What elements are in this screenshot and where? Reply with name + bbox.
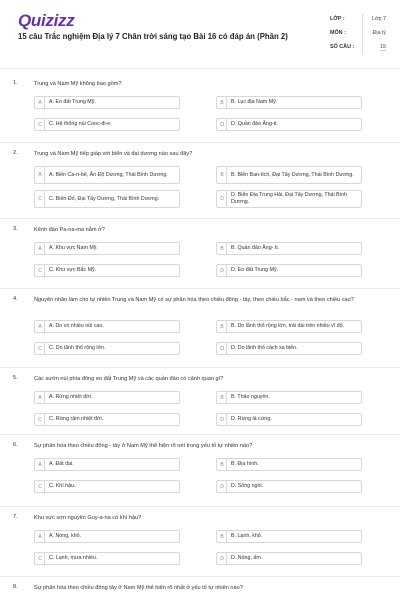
option-text: A. Rừng nhiệt đới. <box>49 394 93 400</box>
question-text: Sự phân hóa theo chiều đông tây ở Nam Mỹ thể hiện rõ nhất ở yếu tố tự nhiên nào? <box>34 585 243 591</box>
option-letter-text: B <box>220 461 224 468</box>
option-letter <box>217 481 227 492</box>
question-number: 1. <box>13 80 18 86</box>
option-letter-text: D <box>220 555 224 562</box>
question-divider <box>0 506 400 507</box>
option-letter <box>35 321 45 332</box>
option-text: C. Khu vực Bắc Mỹ. <box>49 267 97 273</box>
answer-option-a[interactable] <box>34 458 180 471</box>
option-letter <box>35 265 45 276</box>
option-letter <box>217 243 227 254</box>
option-letter <box>35 119 45 130</box>
answer-option-c[interactable] <box>34 480 180 493</box>
meta-row-class <box>330 12 390 26</box>
answer-option-a[interactable] <box>34 320 180 333</box>
answer-option-d[interactable] <box>216 552 362 565</box>
option-text: C. Khí hậu. <box>49 483 76 489</box>
answer-option-c[interactable] <box>34 190 180 208</box>
option-letter <box>217 459 227 470</box>
question-text: Khu vực sơn nguyên Guy-a-na có khí hậu? <box>34 515 142 521</box>
option-text: B. Địa hình. <box>231 461 259 467</box>
option-letter-text: D <box>220 345 224 352</box>
question-number: 6. <box>13 442 18 448</box>
worksheet-header <box>0 0 400 62</box>
option-text: B. Do lãnh thổ rộng lớn, trải dài trên nhiều vĩ độ. <box>231 323 345 329</box>
answer-option-c[interactable] <box>34 413 180 426</box>
option-letter <box>35 553 45 564</box>
option-text: C. Lạnh, mưa nhiều. <box>49 555 98 561</box>
option-letter-text: C <box>38 555 42 562</box>
answer-option-b[interactable] <box>216 391 362 404</box>
option-letter <box>35 531 45 542</box>
option-letter-text: A <box>38 394 42 401</box>
answer-option-d[interactable] <box>216 118 362 131</box>
question-text: Kênh đào Pa-na-ma nằm ở? <box>34 227 105 233</box>
option-text: D. Eo đất Trung Mỹ. <box>231 267 279 273</box>
meta-row-subject <box>330 26 390 40</box>
header-divider <box>0 68 400 69</box>
option-letter <box>35 97 45 108</box>
answer-option-c[interactable] <box>34 552 180 565</box>
option-letter <box>217 119 227 130</box>
option-letter-text: A <box>38 461 42 468</box>
option-letter <box>217 553 227 564</box>
meta-value: Lớp 7 <box>371 16 386 22</box>
option-letter <box>35 167 45 183</box>
option-letter-text: A <box>38 245 42 252</box>
question-text: Sự phân hóa theo chiều đông - tây ở Nam Mỹ thể hiện rõ nét trong yếu tố tự nhiên nào? <box>34 443 253 449</box>
answer-option-a[interactable] <box>34 242 180 255</box>
option-text: A. Eo đất Trung Mỹ. <box>49 99 96 105</box>
option-letter-text: D <box>220 483 224 490</box>
answer-option-d[interactable] <box>216 342 362 355</box>
option-letter-text: B <box>220 172 224 178</box>
option-letter <box>35 243 45 254</box>
option-text: C. Biển Đỏ, Đại Tây Dương, Thái Bình Dương. <box>49 195 160 202</box>
option-text: D. Rừng lá cứng. <box>231 416 272 422</box>
option-letter <box>217 191 227 207</box>
option-letter-text: B <box>220 323 224 330</box>
option-letter-text: C <box>38 121 42 128</box>
option-letter-text: D <box>220 416 224 423</box>
option-text: B. Biển Ban-tích, Đại Tây Dương, Thái Bình Dương. <box>231 171 354 178</box>
option-letter-text: B <box>220 394 224 401</box>
option-letter <box>217 97 227 108</box>
option-text: D. Sông ngòi. <box>231 483 264 489</box>
question-divider <box>0 434 400 435</box>
meta-label: LỚP : <box>330 16 345 22</box>
option-text: D. Nóng, ẩm. <box>231 555 263 561</box>
question-divider <box>0 288 400 289</box>
option-text: D. Do lãnh thổ cách xa biển. <box>231 345 298 351</box>
option-text: D. Quần đảo Ăng-ti. <box>231 121 278 127</box>
answer-option-d[interactable] <box>216 413 362 426</box>
option-letter-text: C <box>38 267 42 274</box>
option-letter-text: C <box>38 483 42 490</box>
question-divider <box>0 142 400 143</box>
option-letter <box>217 531 227 542</box>
meta-divider <box>362 14 363 54</box>
answer-option-b[interactable] <box>216 166 362 184</box>
option-text: C. Rừng rậm nhiệt đới. <box>49 416 104 422</box>
option-text: D. Biển Địa Trung Hải, Đại Tây Dương, Thái Bình Dương. <box>231 192 348 205</box>
option-letter-text: A <box>38 533 42 540</box>
question-number: 2. <box>13 150 18 156</box>
meta-value: 15 <box>380 44 386 50</box>
option-letter <box>35 414 45 425</box>
worksheet-meta <box>330 12 390 54</box>
option-letter <box>35 191 45 207</box>
question-text: Nguyên nhân làm cho tự nhiên Trung và Nam Mỹ có sự phân hóa theo chiều đông - tây, theo chiều bắc - nam và theo chiều cao? <box>34 297 354 303</box>
question-number: 7. <box>13 514 18 520</box>
option-letter-text: B <box>220 533 224 540</box>
answer-option-c[interactable] <box>34 342 180 355</box>
option-text: A. Biển Ca-ri-bê, Ấn Độ Dương, Thái Bình Dương. <box>49 171 168 178</box>
option-letter <box>35 343 45 354</box>
option-letter-text: C <box>38 345 42 352</box>
quizizz-logo: Quizizz <box>18 11 75 30</box>
meta-row-count <box>330 40 390 54</box>
option-text: B. Thảo nguyên. <box>231 394 270 400</box>
answer-option-b[interactable] <box>216 242 362 255</box>
option-letter-text: B <box>220 99 224 106</box>
option-letter-text: A <box>38 99 42 106</box>
option-text: C. Hệ thống núi Cooc-đi-e. <box>49 121 112 127</box>
question-divider <box>0 218 400 219</box>
option-letter-text: B <box>220 245 224 252</box>
option-text: B. Lạnh, khô. <box>231 533 263 539</box>
answer-option-a[interactable] <box>34 166 180 184</box>
option-text: A. Khu vực Nam Mỹ. <box>49 245 98 251</box>
answer-option-d[interactable] <box>216 190 362 208</box>
answer-option-a[interactable] <box>34 391 180 404</box>
worksheet-title: 15 câu Trắc nghiệm Địa lý 7 Chân trời sáng tạo Bài 16 có đáp án (Phần 2) <box>18 32 288 41</box>
meta-label: MÔN : <box>330 30 346 36</box>
option-letter <box>217 343 227 354</box>
question-divider <box>0 576 400 577</box>
question-divider <box>0 367 400 368</box>
option-letter <box>217 167 227 183</box>
meta-label: SỐ CÂU : <box>330 44 355 50</box>
answer-option-c[interactable] <box>34 118 180 131</box>
question-number: 3. <box>13 226 18 232</box>
option-letter-text: C <box>38 416 42 423</box>
question-number: 5. <box>13 375 18 381</box>
option-letter <box>217 414 227 425</box>
answer-option-b[interactable] <box>216 320 362 333</box>
option-text: A. Do có nhiều núi cao. <box>49 323 104 329</box>
answer-option-d[interactable] <box>216 264 362 277</box>
question-text: Các sườn núi phía đông eo đất Trung Mỹ và các quần đảo có cảnh quan gì? <box>34 376 224 382</box>
answer-option-a[interactable] <box>34 530 180 543</box>
option-letter <box>217 392 227 403</box>
meta-value: Địa lý <box>372 30 386 36</box>
option-text: B. Lục địa Nam Mỹ. <box>231 99 278 105</box>
option-letter-text: D <box>220 121 224 128</box>
answer-option-a[interactable] <box>34 96 180 109</box>
question-number: 8. <box>13 584 18 590</box>
answer-option-b[interactable] <box>216 458 362 471</box>
option-letter <box>217 321 227 332</box>
answer-option-b[interactable] <box>216 96 362 109</box>
option-letter <box>35 392 45 403</box>
answer-option-c[interactable] <box>34 264 180 277</box>
option-text: C. Do lãnh thổ rộng lớn. <box>49 345 106 351</box>
answer-option-b[interactable] <box>216 530 362 543</box>
option-letter-text: D <box>220 267 224 274</box>
question-text: Trung và Nam Mỹ tiếp giáp với biển và đại dương nào sau đây? <box>34 151 193 157</box>
option-letter-text: A <box>38 172 42 178</box>
option-text: A. Nóng, khô. <box>49 533 82 539</box>
option-letter <box>35 459 45 470</box>
option-letter-text: D <box>220 196 224 202</box>
option-letter-text: A <box>38 323 42 330</box>
option-letter-text: C <box>38 196 42 202</box>
question-text: Trung và Nam Mỹ không bao gồm? <box>34 81 122 87</box>
option-letter <box>217 265 227 276</box>
option-text: A. Đất đai. <box>49 461 74 467</box>
option-text: B. Quần đảo Ăng- ti. <box>231 245 279 251</box>
answer-option-d[interactable] <box>216 480 362 493</box>
question-number: 4. <box>13 296 18 302</box>
option-letter <box>35 481 45 492</box>
